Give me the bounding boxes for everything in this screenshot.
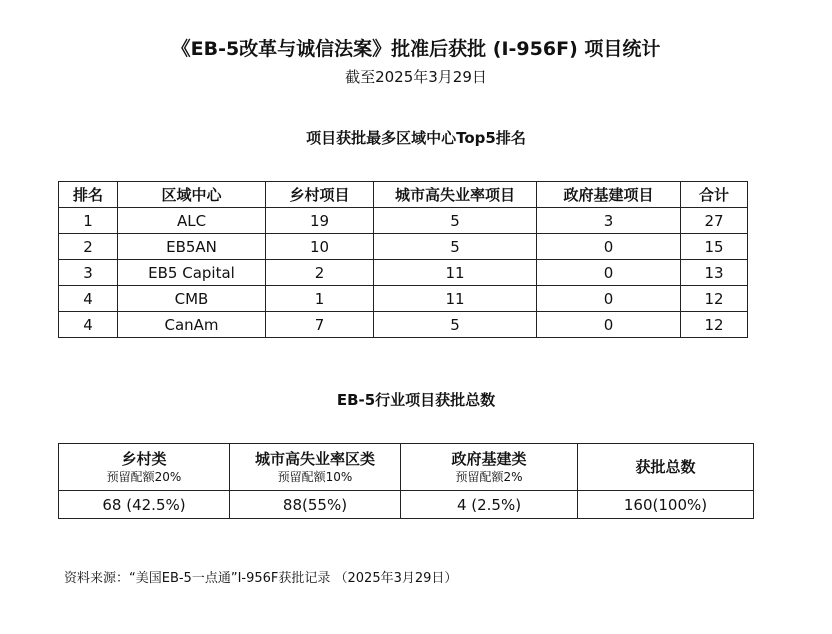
table-cell: 0: [537, 312, 681, 338]
table-cell: 1: [59, 208, 118, 234]
table-row: [59, 208, 748, 234]
table-row: [59, 286, 748, 312]
table-cell: 5: [374, 234, 537, 260]
table-cell: 5: [374, 208, 537, 234]
table-row: [59, 260, 748, 286]
table-cell: CanAm: [118, 312, 266, 338]
table-cell: EB5 Capital: [118, 260, 266, 286]
page-title: 《EB-5改革与诚信法案》批准后获批 (I-956F) 项目统计: [171, 38, 661, 60]
table-cell: 7: [266, 312, 374, 338]
table-cell: CMB: [118, 286, 266, 312]
category-label: 城市高失业率区类: [254, 449, 375, 468]
table-cell: 3: [59, 260, 118, 286]
top5-section-title: 项目获批最多区域中心Top5排名: [306, 129, 526, 147]
table-cell: 11: [374, 260, 537, 286]
table-cell: 19: [266, 208, 374, 234]
table-cell: 11: [374, 286, 537, 312]
table-cell: 4 (2.5%): [401, 491, 578, 519]
table-header-row: [59, 444, 754, 491]
category-label: 政府基建类: [451, 449, 527, 468]
column-header: 政府基建项目: [537, 182, 681, 208]
column-header: [59, 444, 230, 491]
table-cell: ALC: [118, 208, 266, 234]
table-cell: 2: [266, 260, 374, 286]
quota-note: 预留配额2%: [455, 469, 523, 484]
category-label: 乡村类: [121, 449, 167, 468]
table-cell: 1: [266, 286, 374, 312]
table-cell: 12: [681, 312, 748, 338]
table-cell: 68 (42.5%): [59, 491, 230, 519]
totals-table: [58, 443, 754, 519]
table-row: [59, 491, 754, 519]
table-cell: 10: [266, 234, 374, 260]
table-cell: 5: [374, 312, 537, 338]
column-header: 排名: [59, 182, 118, 208]
table-cell: 12: [681, 286, 748, 312]
table-cell: 88(55%): [230, 491, 401, 519]
table-cell: 2: [59, 234, 118, 260]
table-cell: 27: [681, 208, 748, 234]
category-label: 获批总数: [635, 457, 696, 476]
top5-table: [58, 181, 748, 338]
quota-note: 预留配额20%: [106, 469, 182, 484]
table-cell: 0: [537, 286, 681, 312]
column-header: 城市高失业率项目: [374, 182, 537, 208]
table-cell: 15: [681, 234, 748, 260]
column-header: [578, 444, 754, 491]
column-header: 区域中心: [118, 182, 266, 208]
table-cell: 4: [59, 286, 118, 312]
table-row: [59, 312, 748, 338]
table-cell: 3: [537, 208, 681, 234]
table-row: [59, 234, 748, 260]
quota-note: 预留配额10%: [277, 469, 353, 484]
table-cell: 4: [59, 312, 118, 338]
table-cell: 160(100%): [578, 491, 754, 519]
source-note: 资料来源：“美国EB-5一点通”I-956F获批记录 （2025年3月29日）: [64, 571, 458, 586]
totals-section-title: EB-5行业项目获批总数: [336, 391, 496, 409]
table-cell: 0: [537, 260, 681, 286]
table-cell: 13: [681, 260, 748, 286]
column-header: [401, 444, 578, 491]
column-header: [230, 444, 401, 491]
column-header: 乡村项目: [266, 182, 374, 208]
as-of-date: 截至2025年3月29日: [345, 68, 487, 86]
table-cell: EB5AN: [118, 234, 266, 260]
table-cell: 0: [537, 234, 681, 260]
column-header: 合计: [681, 182, 748, 208]
table-header-row: [59, 182, 748, 208]
